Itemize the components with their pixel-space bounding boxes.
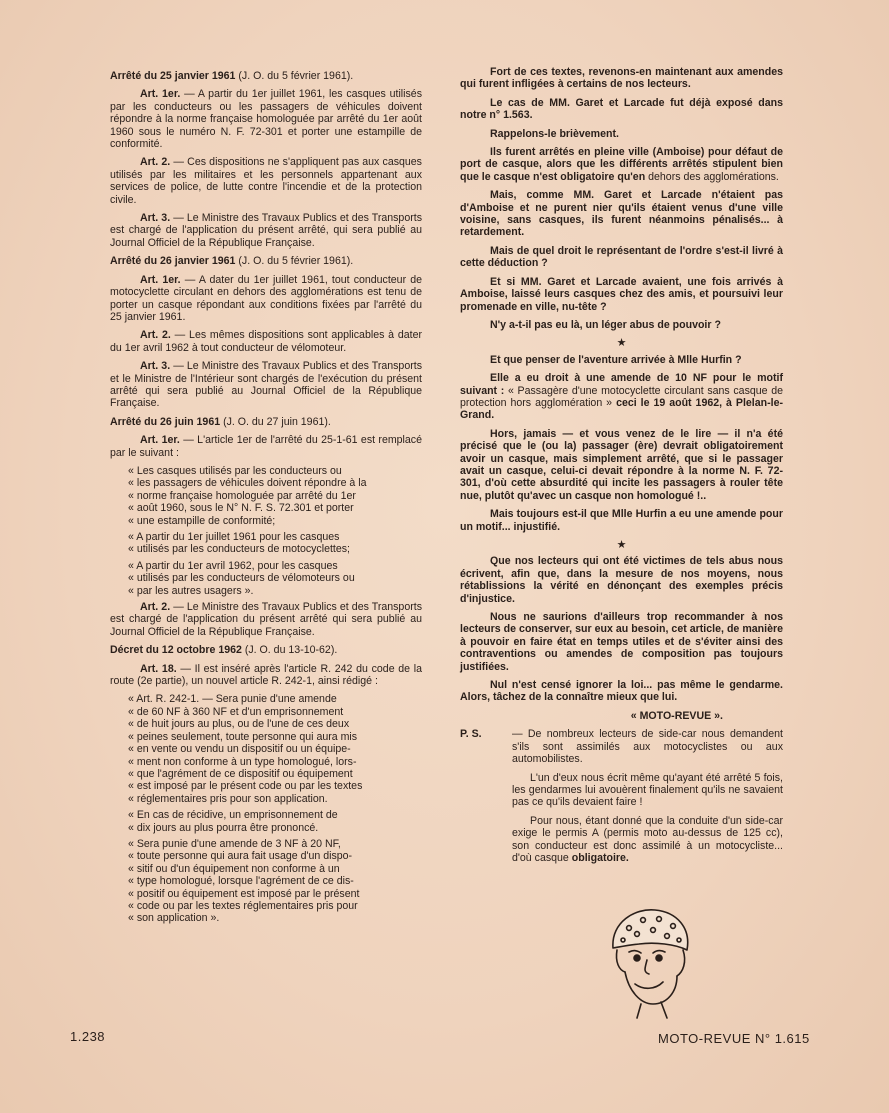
quoted-line: « A partir du 1er juillet 1961 pour les casques (128, 531, 340, 543)
article-paragraph: Art. 3. — Le Ministre des Travaux Publics et des Transports et le Ministre de l'Intérieur sont chargés de l'exécution du présent arrêté qui sera publié au Journal Officiel de la République Française. (110, 360, 422, 410)
body-paragraph: Mais toujours est-il que Mlle Hurfin a eu une amende pour un motif... injustifié. (460, 508, 783, 533)
article-paragraph: Art. 1er. — L'article 1er de l'arrêté du 25-1-61 est remplacé par le suivant : (110, 434, 422, 459)
ps-paragraph: Pour nous, étant donné que la conduite d'un side-car exige le permis A (permis moto au-dessus de 125 cc), son conducteur est donc assimilé à un motocycliste... d'où casque obligatoire. (512, 814, 783, 864)
quoted-line: « positif ou équipement est imposé par le présent (128, 887, 360, 900)
quoted-line: « peines seulement, toute personne qui aura mis (128, 730, 358, 743)
body-paragraph: Elle a eu droit à une amende de 10 NF pour le motif suivant : « Passagère d'une motocyclette circulant sans casque de protection hors agglomération » ceci le 19 août 1962, à Plelan-le-Grand. (460, 372, 784, 422)
star-separator-icon: ★ (616, 539, 627, 551)
quoted-line: « norme française homologuée par arrêté du 1er (128, 489, 356, 502)
quoted-text-block (110, 465, 422, 527)
ps-body (512, 728, 783, 870)
postscript (460, 728, 783, 870)
body-paragraph: Nous ne saurions d'ailleurs trop recommander à nos lecteurs de conserver, sur eux au besoin, cet article, de manière à pouvoir en faire état en temps utiles et de s'éviter ainsi des contraventions ou amendes de composition pas toujours justifiées. (460, 611, 783, 673)
article-paragraph: Art. 18. — Il est inséré après l'article R. 242 du code de la route (2e partie), un nouvel article R. 242-1, ainsi rédigé : (110, 662, 422, 688)
quoted-line: « A partir du 1er avril 1962, pour les casques (128, 559, 338, 572)
body-paragraph: Et si MM. Garet et Larcade avaient, une fois arrivés à Amboise, laissé leurs casques chez des amis, et poursuivi leur promenade en ville, nu-tête ? (460, 275, 783, 313)
quoted-text-block (110, 809, 422, 834)
issue-label: MOTO-REVUE N° 1.615 (658, 1031, 810, 1046)
quoted-text-block (110, 838, 422, 925)
quoted-line: « Les casques utilisés par les conducteurs ou (128, 464, 342, 477)
quoted-line: « est imposé par le présent code ou par les textes (128, 780, 363, 793)
ps-paragraph: L'un d'eux nous écrit même qu'ayant été arrêté 5 fois, les gendarmes lui avouèrent finalement qu'ils ne savaient pas ce qu'ils devaient faire ! (512, 771, 783, 809)
right-column (460, 66, 783, 870)
decree-heading-1: Arrêté du 25 janvier 1961 (J. O. du 5 février 1961). (110, 70, 354, 82)
quoted-line: « sitif ou d'un équipement non conforme à un (128, 862, 340, 875)
body-paragraph: Mais de quel droit le représentant de l'ordre s'est-il livré à cette déduction ? (460, 244, 783, 270)
quoted-line: « août 1960, sous le N° N. F. S. 72.301 et porter (128, 502, 354, 515)
quoted-line: « que l'agrément de ce dispositif ou équipement (128, 767, 353, 780)
quoted-line: « par les autres usagers ». (128, 584, 254, 597)
body-paragraph: Hors, jamais — et vous venez de le lire — il n'a été précisé que le (ou la) passager (ère) devrait obligatoirement avoir un casque, mais simplement arrêté, que si le passager avait un casque, celui-ci devait répondre à la norme N. F. 72-301, d'où cette absurdité qui incite les passagers à rouler tête nue, plutôt qu'avec un casque non homologué !.. (460, 427, 783, 502)
decree-heading-3: Arrêté du 26 juin 1961 (J. O. du 27 juin 1961). (110, 415, 331, 428)
body-paragraph: Nul n'est censé ignorer la loi... pas même le gendarme. Alors, tâchez de la connaître mieux que lui. (460, 679, 783, 704)
left-column (110, 64, 422, 929)
body-paragraph: Ils furent arrêtés en pleine ville (Amboise) pour défaut de port de casque, alors que les différents arrêtés stipulent bien que le casque n'est obligatoire qu'en dehors des agglomérations. (460, 146, 783, 183)
body-paragraph: Rappelons-le brièvement. (490, 127, 619, 140)
article-paragraph: Art. 1er. — A partir du 1er juillet 1961, les casques utilisés par les conducteurs ou les passagers de véhicules doivent répondre à la norme française homologuée par arrêté du 1er août 1960 sous le numéro N. F. 72-301 et porter une estampille de conformité. (110, 88, 422, 151)
helmeted-rider-cartoon-icon (595, 900, 705, 1020)
body-paragraph: Que nos lecteurs qui ont été victimes de tels abus nous écrivent, afin que, dans la mesure de nos moyens, nous rétablissions la vérité en dénonçant des exemples précis d'injustice. (460, 555, 783, 605)
quoted-line: « En cas de récidive, un emprisonnement de (128, 809, 338, 822)
quoted-line: « réglementaires pris pour son application. (128, 792, 328, 805)
star-separator-icon: ★ (616, 337, 627, 350)
quoted-line: « Art. R. 242-1. — Sera punie d'une amende (128, 693, 337, 706)
quoted-line: « les passagers de véhicules doivent répondre à la (128, 477, 367, 490)
quoted-line: « son application ». (128, 912, 220, 925)
article-paragraph: Art. 2. — Ces dispositions ne s'appliquent pas aux casques utilisés par les militaires et les personnels appartenant aux services de police, de lutte contre l'incendie et de la protection civile. (110, 156, 422, 206)
quoted-line: « utilisés par les conducteurs de motocyclettes; (128, 543, 350, 556)
quoted-line: « une estampille de conformité; (128, 514, 276, 527)
quoted-line: « code ou par les textes réglementaires pris pour (128, 899, 358, 912)
quoted-line: « Sera punie d'une amende de 3 NF à 20 NF, (128, 837, 341, 850)
page-number: 1.238 (70, 1029, 106, 1044)
quoted-line: « type homologué, lorsque l'agrément de ce dis- (128, 875, 354, 888)
body-paragraph: Mais, comme MM. Garet et Larcade n'étaient pas d'Amboise et ne purent nier qu'ils étaient venus d'une ville voisine, sans casques, ils furent néanmoins pénalisés... à retardement. (460, 189, 783, 239)
body-paragraph: Et que penser de l'aventure arrivée à Mlle Hurfin ? (490, 353, 742, 366)
article-paragraph: Art. 2. — Le Ministre des Travaux Publics et des Transports est chargé de l'application du présent arrêté qui sera publié au Journal Officiel de la République Française. (110, 601, 422, 638)
article-paragraph: Art. 2. — Les mêmes dispositions sont applicables à dater du 1er avril 1962 à tout conducteur de vélomoteur. (110, 329, 422, 354)
body-paragraph: N'y a-t-il pas eu là, un léger abus de pouvoir ? (490, 318, 721, 331)
quoted-line: « ment non conforme à un type homologué, lors- (128, 755, 357, 768)
quoted-text-block (110, 531, 422, 556)
quoted-text-block (110, 693, 422, 805)
article-paragraph: Art. 1er. — A dater du 1er juillet 1961, tout conducteur de motocyclette circulant en dehors des agglomérations est tenu de porter un casque répondant aux conditions fixées par l'arrêté du 25 janvier 1961. (110, 273, 422, 323)
quoted-line: « utilisés par les conducteurs de vélomoteurs ou (128, 572, 355, 585)
quoted-line: « dix jours au plus pourra être prononcé. (128, 821, 319, 834)
ps-label: P. S. (460, 728, 482, 741)
quoted-line: « toute personne qui aura fait usage d'un dispo- (128, 850, 353, 863)
signature: « MOTO-REVUE ». (630, 709, 723, 722)
decree-heading-4: Décret du 12 octobre 1962 (J. O. du 13-10-62). (110, 644, 338, 657)
decree-heading-2: Arrêté du 26 janvier 1961 (J. O. du 5 février 1961). (110, 255, 354, 268)
ps-paragraph: — De nombreux lecteurs de side-car nous demandent s'ils sont assimilés aux motocyclistes ou aux automobilistes. (512, 728, 783, 766)
body-paragraph: Fort de ces textes, revenons-en maintenant aux amendes qui furent infligées à certains de nos lecteurs. (460, 66, 783, 91)
body-paragraph: Le cas de MM. Garet et Larcade fut déjà exposé dans notre n° 1.563. (460, 96, 783, 122)
quoted-line: « de huit jours au plus, ou de l'une de ces deux (128, 718, 350, 731)
article-paragraph: Art. 3. — Le Ministre des Travaux Publics et des Transports est chargé de l'application du présent arrêté, qui sera publié au Journal Officiel de la République Française. (110, 212, 422, 249)
quoted-line: « de 60 NF à 360 NF et d'un emprisonnement (128, 705, 344, 718)
quoted-line: « en vente ou vendu un dispositif ou un équipe- (128, 743, 351, 756)
quoted-text-block (110, 560, 422, 597)
